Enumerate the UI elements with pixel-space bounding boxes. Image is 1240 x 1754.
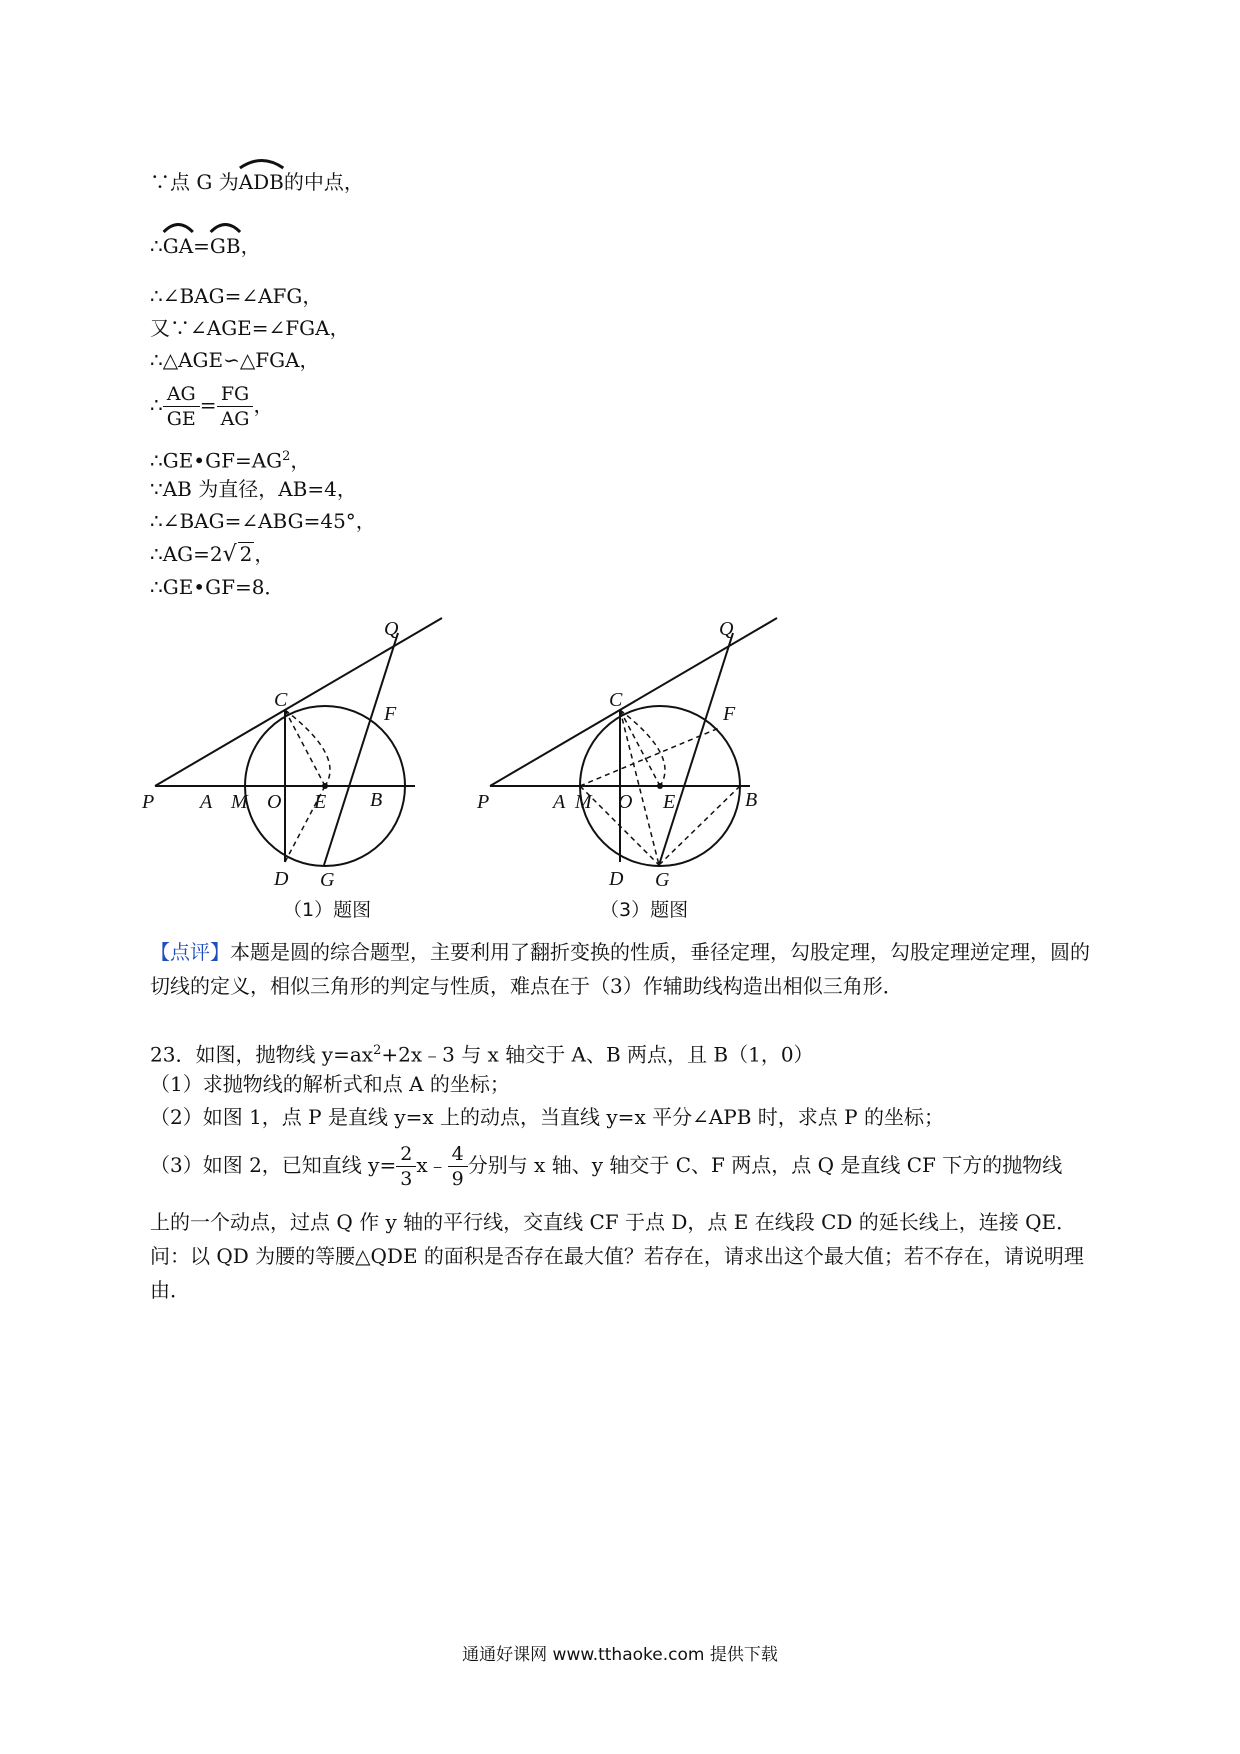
proof-text: ∴ — [150, 393, 163, 417]
label-f: F — [723, 703, 736, 725]
label-a: A — [553, 791, 566, 813]
denominator: AG — [220, 408, 250, 430]
fraction-2-3 — [396, 1142, 416, 1191]
proof-text: = — [193, 234, 210, 258]
denominator: 3 — [400, 1168, 413, 1190]
label-e: E — [663, 791, 676, 813]
label-o: O — [267, 791, 282, 813]
proof-text: ∵点 G 为 — [150, 170, 239, 194]
label-m: M — [575, 791, 592, 813]
proof-line-10 — [150, 540, 274, 569]
label-q: Q — [384, 618, 399, 640]
line-qg — [659, 633, 733, 865]
figure-3-lines — [490, 618, 777, 866]
proof-text: = — [199, 393, 217, 417]
proof-line-8: ∵AB 为直径，AB=4， — [150, 477, 357, 501]
arc-mark-icon — [163, 223, 193, 233]
label-q: Q — [719, 618, 734, 640]
arc-adb — [239, 168, 284, 196]
arc-gb — [210, 232, 241, 260]
proof-text: （3）如图 2，已知直线 y= — [150, 1153, 397, 1177]
numerator: FG — [217, 382, 254, 407]
label-p: P — [477, 791, 490, 813]
label-d: D — [609, 868, 624, 890]
arc-label: GA — [162, 234, 194, 258]
label-e: E — [314, 791, 327, 813]
sqrt-sign-icon: √ — [222, 542, 237, 567]
proof-line-4: 又∵∠AGE=∠FGA， — [150, 316, 350, 340]
proof-text: ， — [290, 448, 311, 473]
problem-23-q1: （1）求抛物线的解析式和点 A 的坐标； — [150, 1072, 510, 1096]
numerator: 4 — [448, 1142, 468, 1167]
fraction-4-9 — [448, 1142, 468, 1191]
proof-text: ∴AG=2 — [150, 542, 223, 566]
caption-figure-1: （1）题图 — [283, 899, 372, 921]
label-g: G — [655, 869, 670, 891]
label-p: P — [142, 791, 155, 813]
denominator: GE — [166, 408, 196, 430]
problem-23-q3-continued: 上的一个动点，过点 Q 作 y 轴的平行线，交直线 CF 于点 D，点 E 在线段 CD 的延长线上，连接 QE．问：以 QD 为腰的等腰△QDE 的面积是否存在最大值？若存在，请求出这个最大值；若不存在，请说明理由． — [150, 1210, 1084, 1302]
figure-1 — [140, 608, 460, 898]
proof-line-9: ∴∠BAG=∠ABG=45°， — [150, 509, 376, 533]
proof-line-5: ∴△AGE∽△FGA， — [150, 348, 320, 372]
proof-line-11: ∴GE•GF=8． — [150, 575, 285, 599]
figure-3 — [475, 608, 795, 898]
proof-text: ， — [254, 542, 275, 566]
proof-text: ∴GE•GF=AG — [150, 448, 283, 473]
proof-line-1 — [150, 168, 364, 196]
comment-text: 本题是圆的综合题型，主要利用了翻折变换的性质，垂径定理，勾股定理，勾股定理逆定理，圆的切线的定义，相似三角形的判定与性质，难点在于（3）作辅助线构造出相似三角形． — [150, 940, 1090, 998]
proof-line-2 — [150, 232, 261, 260]
label-c: C — [274, 689, 288, 711]
label-a: A — [200, 791, 213, 813]
label-d: D — [274, 868, 289, 890]
problem-23-intro — [150, 1037, 814, 1069]
superscript: 2 — [282, 449, 291, 464]
denominator: 9 — [451, 1168, 464, 1190]
label-o: O — [618, 791, 633, 813]
arc-mark-icon — [210, 223, 241, 233]
fraction-fg-ag — [217, 382, 254, 431]
label-f: F — [384, 703, 397, 725]
proof-text: ∴ — [150, 234, 163, 258]
proof-line-6 — [150, 380, 273, 431]
tangent-line — [155, 618, 442, 786]
dashed-co — [620, 710, 660, 786]
figure-1-lines — [155, 618, 442, 866]
label-m: M — [231, 791, 248, 813]
proof-text: 23．如图，抛物线 y=ax — [150, 1042, 374, 1067]
proof-text: 的中点， — [283, 170, 364, 194]
arc-ga — [163, 232, 193, 260]
proof-text: x﹣ — [416, 1153, 448, 1177]
arc-label: GB — [209, 234, 241, 258]
dashed-co — [285, 710, 325, 786]
numerator: 2 — [396, 1142, 416, 1167]
center-dot — [657, 783, 663, 789]
label-c: C — [609, 689, 623, 711]
label-b: B — [370, 789, 383, 811]
proof-text: ， — [253, 393, 274, 417]
proof-line-3: ∴∠BAG=∠AFG， — [150, 284, 323, 308]
proof-line-7 — [150, 443, 310, 475]
arc-label: ADB — [238, 170, 284, 194]
center-dot — [322, 783, 328, 789]
line-qg — [324, 633, 398, 865]
proof-text: ， — [240, 234, 261, 258]
caption-figure-3: （3）题图 — [600, 899, 689, 921]
comment-paragraph — [150, 935, 1095, 1003]
tangent-line — [490, 618, 777, 786]
proof-text: +2x﹣3 与 x 轴交于 A、B 两点，且 B（1，0） — [381, 1042, 814, 1067]
label-g: G — [320, 869, 335, 891]
problem-23-q3 — [150, 1140, 1062, 1191]
dashed-cg — [620, 710, 659, 865]
comment-tag: 【点评】 — [150, 940, 230, 964]
radicand: 2 — [239, 542, 253, 566]
problem-23-q2: （2）如图 1，点 P 是直线 y=x 上的动点，当直线 y=x 平分∠APB 时，求点 P 的坐标； — [150, 1105, 944, 1129]
numerator: AG — [163, 382, 200, 407]
fraction-ag-ge — [163, 382, 200, 431]
label-b: B — [745, 789, 758, 811]
arc-mark-icon — [239, 159, 284, 169]
superscript: 2 — [373, 1043, 382, 1058]
proof-text: 分别与 x 轴、y 轴交于 C、F 两点，点 Q 是直线 CF 下方的抛物线 — [467, 1153, 1063, 1177]
footer-source: 通通好课网 www.tthaoke.com 提供下载 — [462, 1645, 778, 1665]
